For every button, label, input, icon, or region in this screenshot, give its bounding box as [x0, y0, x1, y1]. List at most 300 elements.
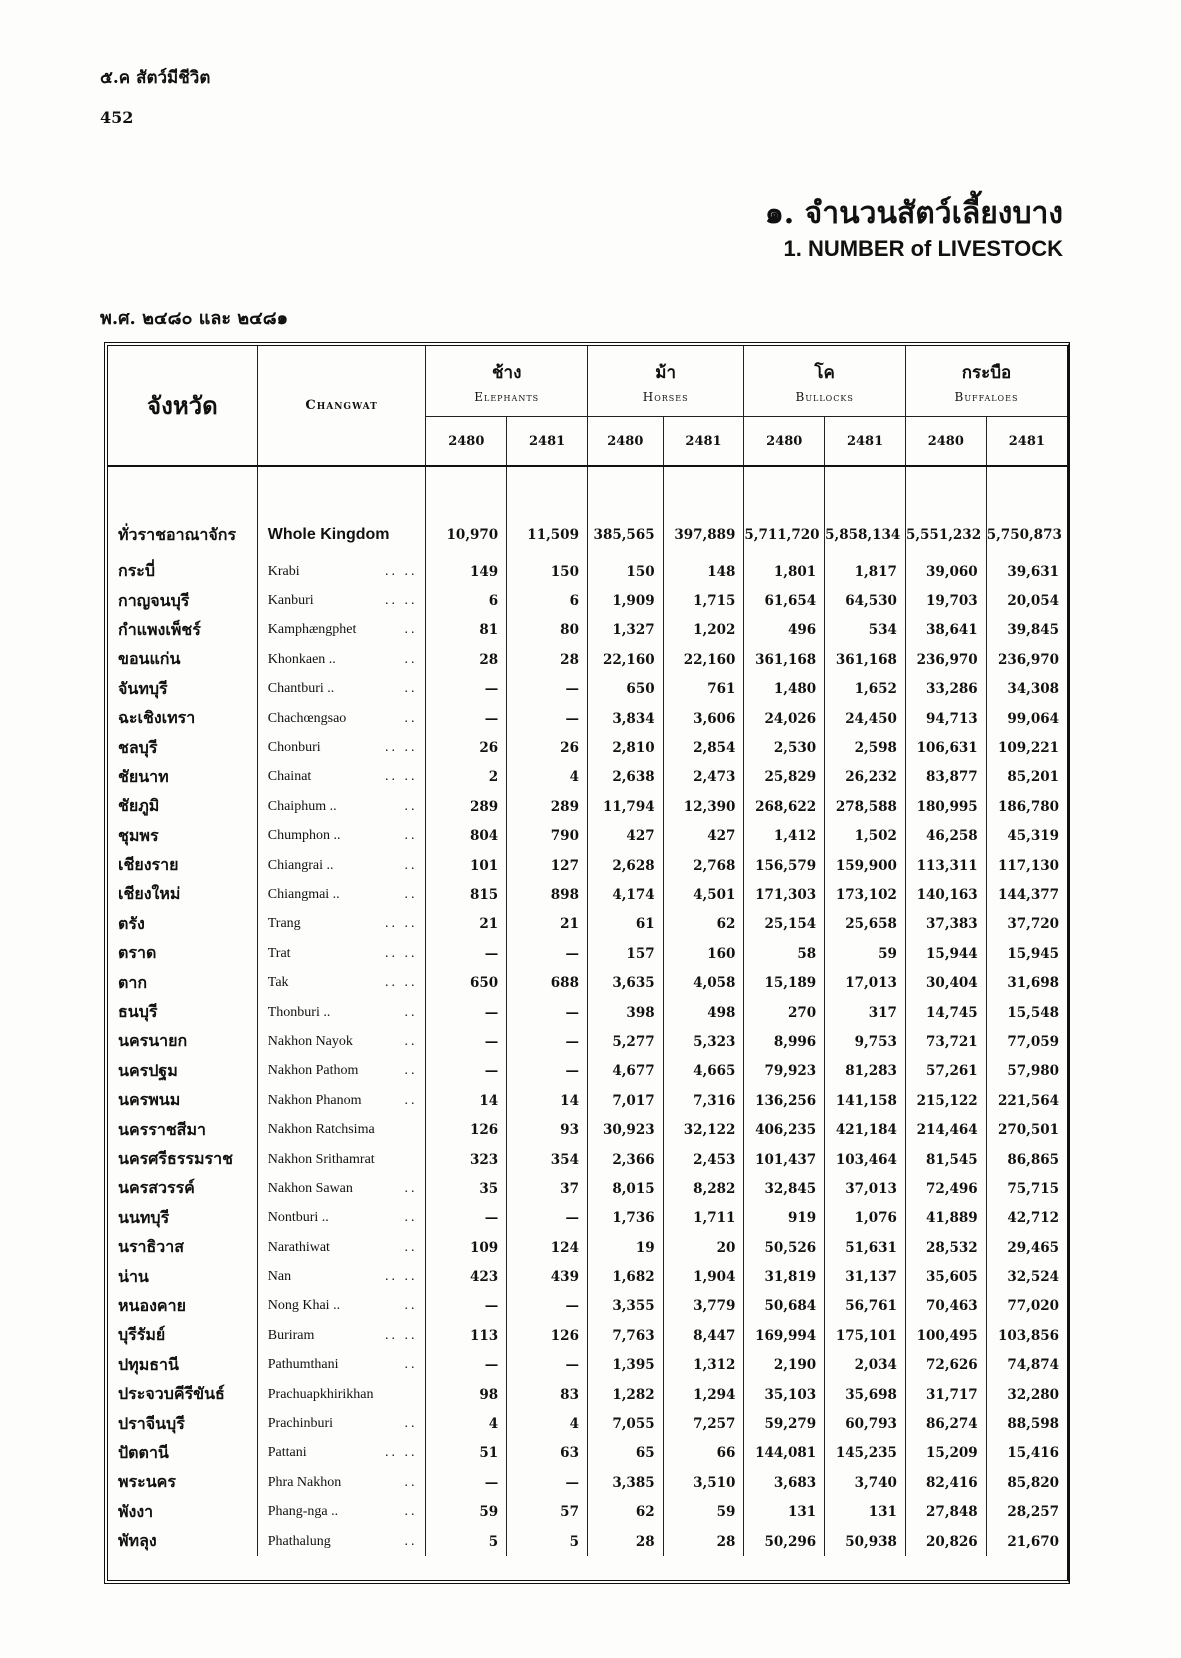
leader-dots: .. ..: [384, 975, 418, 991]
buffaloes-2481: 186,780: [986, 792, 1067, 821]
bullocks-2481: 1,502: [825, 822, 906, 851]
bullocks-2481: 59: [825, 939, 906, 968]
province-en-cell: [257, 616, 426, 645]
province-en: Thonburi ..: [267, 1004, 331, 1020]
bullocks-2481: 35,698: [825, 1380, 906, 1409]
province-en: Buriram: [267, 1327, 315, 1343]
buffaloes-2481: 85,201: [986, 763, 1067, 792]
elephants-2481: 790: [507, 822, 588, 851]
province-thai: ฉะเชิงเทรา: [118, 708, 196, 728]
bullocks-2480: 2,190: [744, 1351, 825, 1380]
province-thai: นครพนม: [118, 1090, 181, 1110]
bullocks-2480: 58: [744, 939, 825, 968]
elephants-2481: —: [507, 1204, 588, 1233]
province-en-cell: [257, 1351, 426, 1380]
buffaloes-2481: 5,750,873: [986, 513, 1067, 557]
elephants-2481: 289: [507, 792, 588, 821]
bullocks-2481: 1,817: [825, 557, 906, 586]
bullocks-2481: 60,793: [825, 1409, 906, 1438]
buffaloes-header: กระบือ Buffaloes: [905, 346, 1067, 417]
table-row: [108, 1351, 1067, 1380]
horses-2481: 427: [663, 822, 744, 851]
province-en: Trat: [267, 945, 291, 961]
horses-2481: 4,501: [663, 880, 744, 909]
buffaloes-2480: 41,889: [905, 1204, 986, 1233]
bullocks-2481: 26,232: [825, 763, 906, 792]
province-en: Prachinburi: [267, 1416, 334, 1432]
province-thai: หนองคาย: [118, 1295, 186, 1315]
province-en: Chainat: [267, 769, 312, 785]
elephants-2480: 28: [426, 645, 507, 674]
province-en-cell: [257, 1086, 426, 1115]
title-english: 1. NUMBER of LIVESTOCK: [783, 236, 1063, 261]
bullocks-2480: 32,845: [744, 1174, 825, 1203]
province-en-cell: [257, 1204, 426, 1233]
province-en: Pathumthani: [267, 1357, 339, 1373]
province-en-cell: [257, 1527, 426, 1556]
province-thai: ตาก: [118, 972, 148, 992]
province-en: Chachœngsao: [267, 710, 347, 726]
elephants-2480: 109: [426, 1233, 507, 1262]
province-en: Khonkaen ..: [267, 651, 336, 667]
elephants-2480: 6: [426, 586, 507, 615]
horses-2481: 8,282: [663, 1174, 744, 1203]
horses-2480: 30,923: [587, 1115, 663, 1144]
bullocks-2481: 2,034: [825, 1351, 906, 1380]
elephants-2480: —: [426, 998, 507, 1027]
horses-2480: 398: [587, 998, 663, 1027]
province-en: Phang-nga ..: [267, 1504, 339, 1520]
elephants-2481: —: [507, 704, 588, 733]
buffaloes-2480: 27,848: [905, 1498, 986, 1527]
table-row: [108, 616, 1067, 645]
horses-2481: 2,854: [663, 733, 744, 762]
year-header: 2480: [744, 417, 825, 467]
bullocks-2480: 59,279: [744, 1409, 825, 1438]
elephants-2480: —: [426, 1204, 507, 1233]
buffaloes-2481: 85,820: [986, 1468, 1067, 1497]
leader-dots: ..: [404, 1474, 418, 1490]
province-en: Kamphængphet: [267, 622, 357, 638]
province-en: Phathalung: [267, 1533, 331, 1549]
bullocks-2480: 270: [744, 998, 825, 1027]
elephants-2480: —: [426, 939, 507, 968]
leader-dots: ..: [404, 1239, 418, 1255]
horses-2481: 397,889: [663, 513, 744, 557]
bullocks-2480: 1,412: [744, 822, 825, 851]
province-thai: นครสวรรค์: [118, 1178, 195, 1198]
elephants-2481: —: [507, 1027, 588, 1056]
horses-2481: 498: [663, 998, 744, 1027]
leader-dots: .. ..: [384, 1327, 418, 1343]
horses-2480: 5,277: [587, 1027, 663, 1056]
buffaloes-2481: 15,945: [986, 939, 1067, 968]
buffaloes-2481: 57,980: [986, 1057, 1067, 1086]
bullocks-2480: 169,994: [744, 1321, 825, 1350]
year-header: 2481: [986, 417, 1067, 467]
leader-dots: .. ..: [384, 563, 418, 579]
bullocks-2480: 50,684: [744, 1292, 825, 1321]
bullocks-2481: 56,761: [825, 1292, 906, 1321]
buffaloes-2480: 72,496: [905, 1174, 986, 1203]
province-en: Nakhon Sawan: [267, 1180, 353, 1196]
province-thai: นครราชสีมา: [118, 1119, 206, 1139]
bullocks-2480: 31,819: [744, 1262, 825, 1291]
province-en: Prachuapkhirikhan: [267, 1386, 374, 1402]
bullocks-2481: 3,740: [825, 1468, 906, 1497]
horses-2480: 4,677: [587, 1057, 663, 1086]
elephants-2480: 35: [426, 1174, 507, 1203]
elephants-2481: 57: [507, 1498, 588, 1527]
bullocks-2481: 37,013: [825, 1174, 906, 1203]
buffaloes-2481: 270,501: [986, 1115, 1067, 1144]
elephants-2481: 4: [507, 763, 588, 792]
province-en-cell: [257, 1027, 426, 1056]
elephants-2480: —: [426, 704, 507, 733]
province-en: Nakhon Pathom: [267, 1063, 359, 1079]
province-thai: ปทุมธานี: [118, 1354, 179, 1374]
province-en-cell: [257, 968, 426, 997]
buffaloes-2480: 5,551,232: [905, 513, 986, 557]
bullocks-2481: 141,158: [825, 1086, 906, 1115]
buffaloes-2480: 14,745: [905, 998, 986, 1027]
horses-2480: 7,017: [587, 1086, 663, 1115]
bullocks-2480: 171,303: [744, 880, 825, 909]
buffaloes-2481: 236,970: [986, 645, 1067, 674]
leader-dots: ..: [404, 1063, 418, 1079]
bullocks-2481: 145,235: [825, 1439, 906, 1468]
province-thai: ธนบุรี: [118, 1002, 158, 1022]
bullocks-2481: 534: [825, 616, 906, 645]
horses-2480: 1,327: [587, 616, 663, 645]
elephants-2480: 323: [426, 1145, 507, 1174]
province-en-cell: [257, 586, 426, 615]
elephants-2480: —: [426, 1027, 507, 1056]
elephants-2481: 63: [507, 1439, 588, 1468]
table-row: [108, 1145, 1067, 1174]
buffaloes-2480: 28,532: [905, 1233, 986, 1262]
horses-2481: 3,779: [663, 1292, 744, 1321]
leader-dots: .. ..: [384, 740, 418, 756]
table-row: [108, 1409, 1067, 1438]
province-en-cell: [257, 910, 426, 939]
buffaloes-2481: 21,670: [986, 1527, 1067, 1556]
table-row: [108, 792, 1067, 821]
province-thai-header: จังหวัด: [147, 391, 218, 420]
province-thai: นครปฐม: [118, 1060, 178, 1080]
bullocks-2481: 5,858,134: [825, 513, 906, 557]
bullocks-2480: 50,296: [744, 1527, 825, 1556]
province-thai: เชียงใหม่: [118, 884, 181, 904]
bullocks-2480: 144,081: [744, 1439, 825, 1468]
leader-dots: ..: [404, 1033, 418, 1049]
elephants-2481: 11,509: [507, 513, 588, 557]
horses-2481: 160: [663, 939, 744, 968]
horses-2481: 4,058: [663, 968, 744, 997]
horses-2481: 3,606: [663, 704, 744, 733]
leader-dots: .. ..: [384, 593, 418, 609]
horses-2481: 1,711: [663, 1204, 744, 1233]
province-en: Krabi: [267, 563, 300, 579]
province-thai: นนทบุรี: [118, 1207, 170, 1227]
buffaloes-2481: 75,715: [986, 1174, 1067, 1203]
bullocks-2480: 2,530: [744, 733, 825, 762]
leader-dots: ..: [404, 886, 418, 902]
buffaloes-2481: 221,564: [986, 1086, 1067, 1115]
horses-2480: 7,055: [587, 1409, 663, 1438]
bullocks-2480: 35,103: [744, 1380, 825, 1409]
elephants-2480: 650: [426, 968, 507, 997]
horses-2481: 2,768: [663, 851, 744, 880]
table-row: [108, 968, 1067, 997]
province-thai: ตราด: [118, 943, 157, 963]
horses-2481: 12,390: [663, 792, 744, 821]
horses-2480: 150: [587, 557, 663, 586]
province-thai: นครศรีธรรมราช: [118, 1149, 233, 1168]
elephants-2480: 4: [426, 1409, 507, 1438]
year-header: 2481: [663, 417, 744, 467]
buffaloes-2480: 35,605: [905, 1262, 986, 1291]
bullocks-2480: 156,579: [744, 851, 825, 880]
province-thai: พัทลุง: [118, 1531, 157, 1551]
elephants-2480: 149: [426, 557, 507, 586]
province-thai: ชุมพร: [118, 825, 159, 845]
province-en: Nakhon Nayok: [267, 1033, 353, 1049]
province-en: Trang: [267, 916, 301, 932]
province-en-cell: [257, 763, 426, 792]
buffaloes-2481: 77,059: [986, 1027, 1067, 1056]
elephants-2481: 127: [507, 851, 588, 880]
province-thai: ชลบุรี: [118, 737, 158, 757]
elephants-2481: 6: [507, 586, 588, 615]
year-header: 2480: [426, 417, 507, 467]
province-en-cell: [257, 1233, 426, 1262]
horses-2480: 7,763: [587, 1321, 663, 1350]
buffaloes-2480: 215,122: [905, 1086, 986, 1115]
province-en: Nakhon Srithamrat: [267, 1151, 375, 1167]
province-en-cell: [257, 822, 426, 851]
leader-dots: ..: [404, 1416, 418, 1432]
year-header: 2480: [587, 417, 663, 467]
leader-dots: ..: [404, 857, 418, 873]
table-row: [108, 880, 1067, 909]
table-row: [108, 910, 1067, 939]
buffaloes-2480: 106,631: [905, 733, 986, 762]
province-thai: ขอนแก่น: [118, 649, 181, 669]
bullocks-2481: 1,652: [825, 675, 906, 704]
province-en-cell: [257, 880, 426, 909]
buffaloes-2481: 32,280: [986, 1380, 1067, 1409]
horses-2481: 59: [663, 1498, 744, 1527]
livestock-table: [104, 342, 1070, 1584]
elephants-2480: 113: [426, 1321, 507, 1350]
elephants-2480: —: [426, 1057, 507, 1086]
leader-dots: .. ..: [384, 945, 418, 961]
elephants-2480: 815: [426, 880, 507, 909]
leader-dots: ..: [404, 681, 418, 697]
province-thai: นราธิวาส: [118, 1237, 185, 1257]
province-en: Whole Kingdom: [257, 513, 426, 557]
bullocks-2480: 361,168: [744, 645, 825, 674]
bullocks-2480: 268,622: [744, 792, 825, 821]
buffaloes-2480: 39,060: [905, 557, 986, 586]
elephants-2480: 98: [426, 1380, 507, 1409]
buffaloes-2481: 144,377: [986, 880, 1067, 909]
horses-2480: 61: [587, 910, 663, 939]
buffaloes-2481: 39,845: [986, 616, 1067, 645]
table-row: [108, 1027, 1067, 1056]
buffaloes-2480: 20,826: [905, 1527, 986, 1556]
bullocks-2480: 8,996: [744, 1027, 825, 1056]
table-row: [108, 1262, 1067, 1291]
livestock-grid: [108, 346, 1067, 1556]
horses-2481: 761: [663, 675, 744, 704]
province-thai: ปัตตานี: [118, 1442, 169, 1462]
province-en: Nakhon Ratchsima: [267, 1122, 375, 1138]
horses-2480: 2,366: [587, 1145, 663, 1174]
bullocks-2480: 406,235: [744, 1115, 825, 1144]
buffaloes-2480: 38,641: [905, 616, 986, 645]
leader-dots: ..: [404, 1004, 418, 1020]
elephants-2481: 21: [507, 910, 588, 939]
buffaloes-2480: 83,877: [905, 763, 986, 792]
buffaloes-2480: 73,721: [905, 1027, 986, 1056]
province-thai: กาญจนบุรี: [118, 590, 190, 610]
horses-2480: 22,160: [587, 645, 663, 674]
buffaloes-2480: 31,717: [905, 1380, 986, 1409]
year-header: 2480: [905, 417, 986, 467]
elephants-2481: —: [507, 1468, 588, 1497]
province-en: Tak: [267, 975, 289, 991]
elephants-2481: 93: [507, 1115, 588, 1144]
province-en: Nan: [267, 1269, 292, 1285]
province-en-cell: [257, 733, 426, 762]
horses-2481: 22,160: [663, 645, 744, 674]
table-row: [108, 645, 1067, 674]
horses-2481: 3,510: [663, 1468, 744, 1497]
elephants-2481: 439: [507, 1262, 588, 1291]
buffaloes-2480: 70,463: [905, 1292, 986, 1321]
period-label: พ.ศ. ๒๔๘๐ และ ๒๔๘๑: [100, 308, 289, 329]
elephants-header: ช้าง Elephants: [426, 346, 588, 417]
leader-dots: ..: [404, 1504, 418, 1520]
province-en-cell: [257, 792, 426, 821]
table-row: [108, 1498, 1067, 1527]
horses-2480: 157: [587, 939, 663, 968]
province-thai: จันทบุรี: [118, 678, 168, 698]
bullocks-2481: 24,450: [825, 704, 906, 733]
bullocks-2481: 31,137: [825, 1262, 906, 1291]
buffaloes-2481: 39,631: [986, 557, 1067, 586]
leader-dots: ..: [404, 1298, 418, 1314]
table-row: [108, 1321, 1067, 1350]
elephants-2480: —: [426, 1351, 507, 1380]
elephants-2481: 14: [507, 1086, 588, 1115]
elephants-2481: 150: [507, 557, 588, 586]
table-row: [108, 939, 1067, 968]
buffaloes-2481: 34,308: [986, 675, 1067, 704]
table-row: [108, 557, 1067, 586]
buffaloes-2480: 72,626: [905, 1351, 986, 1380]
elephants-2480: 126: [426, 1115, 507, 1144]
elephants-2481: 124: [507, 1233, 588, 1262]
year-header: 2481: [507, 417, 588, 467]
province-thai: บุรีรัมย์: [118, 1325, 166, 1345]
province-en-cell: [257, 1439, 426, 1468]
table-row: [108, 1086, 1067, 1115]
elephants-2480: 26: [426, 733, 507, 762]
province-en: Chonburi: [267, 740, 321, 756]
horses-2480: 4,174: [587, 880, 663, 909]
horses-2480: 28: [587, 1527, 663, 1556]
elephants-2481: 28: [507, 645, 588, 674]
table-row: [108, 822, 1067, 851]
province-en-cell: [257, 1468, 426, 1497]
elephants-2481: —: [507, 1057, 588, 1086]
horses-2481: 20: [663, 1233, 744, 1262]
horses-2481: 28: [663, 1527, 744, 1556]
horses-2480: 8,015: [587, 1174, 663, 1203]
horses-2480: 3,834: [587, 704, 663, 733]
bullocks-2481: 9,753: [825, 1027, 906, 1056]
buffaloes-2480: 82,416: [905, 1468, 986, 1497]
bullocks-2481: 159,900: [825, 851, 906, 880]
horses-2480: 65: [587, 1439, 663, 1468]
elephants-2481: —: [507, 939, 588, 968]
bullocks-2481: 25,658: [825, 910, 906, 939]
province-en-cell: [257, 1262, 426, 1291]
province-en-cell: [257, 1292, 426, 1321]
province-en-cell: [257, 1174, 426, 1203]
bullocks-2480: 131: [744, 1498, 825, 1527]
buffaloes-2480: 57,261: [905, 1057, 986, 1086]
bullocks-2480: 1,801: [744, 557, 825, 586]
leader-dots: ..: [404, 828, 418, 844]
table-row: [108, 586, 1067, 615]
bullocks-2481: 421,184: [825, 1115, 906, 1144]
elephants-2480: 59: [426, 1498, 507, 1527]
buffaloes-2480: 15,209: [905, 1439, 986, 1468]
bullocks-2480: 1,480: [744, 675, 825, 704]
bullocks-2481: 317: [825, 998, 906, 1027]
buffaloes-2480: 180,995: [905, 792, 986, 821]
buffaloes-2481: 77,020: [986, 1292, 1067, 1321]
province-thai: เชียงราย: [118, 855, 179, 875]
province-thai: พังงา: [118, 1501, 154, 1521]
horses-2480: 1,395: [587, 1351, 663, 1380]
buffaloes-2481: 74,874: [986, 1351, 1067, 1380]
horses-2480: 1,282: [587, 1380, 663, 1409]
province-en: Chantburi ..: [267, 681, 335, 697]
buffaloes-2480: 81,545: [905, 1145, 986, 1174]
elephants-2480: 101: [426, 851, 507, 880]
elephants-2481: —: [507, 1351, 588, 1380]
elephants-2480: 81: [426, 616, 507, 645]
bullocks-2480: 101,437: [744, 1145, 825, 1174]
province-en: Chiangmai ..: [267, 886, 340, 902]
leader-dots: .. ..: [384, 1445, 418, 1461]
buffaloes-2480: 19,703: [905, 586, 986, 615]
province-en: Chaiphum ..: [267, 798, 337, 814]
table-row: [108, 1174, 1067, 1203]
leader-dots: .. ..: [384, 1269, 418, 1285]
elephants-2480: —: [426, 1468, 507, 1497]
province-thai: ประจวบคีรีขันธ์: [118, 1384, 225, 1404]
horses-2481: 62: [663, 910, 744, 939]
elephants-2481: 126: [507, 1321, 588, 1350]
horses-2480: 1,682: [587, 1262, 663, 1291]
buffaloes-2481: 86,865: [986, 1145, 1067, 1174]
